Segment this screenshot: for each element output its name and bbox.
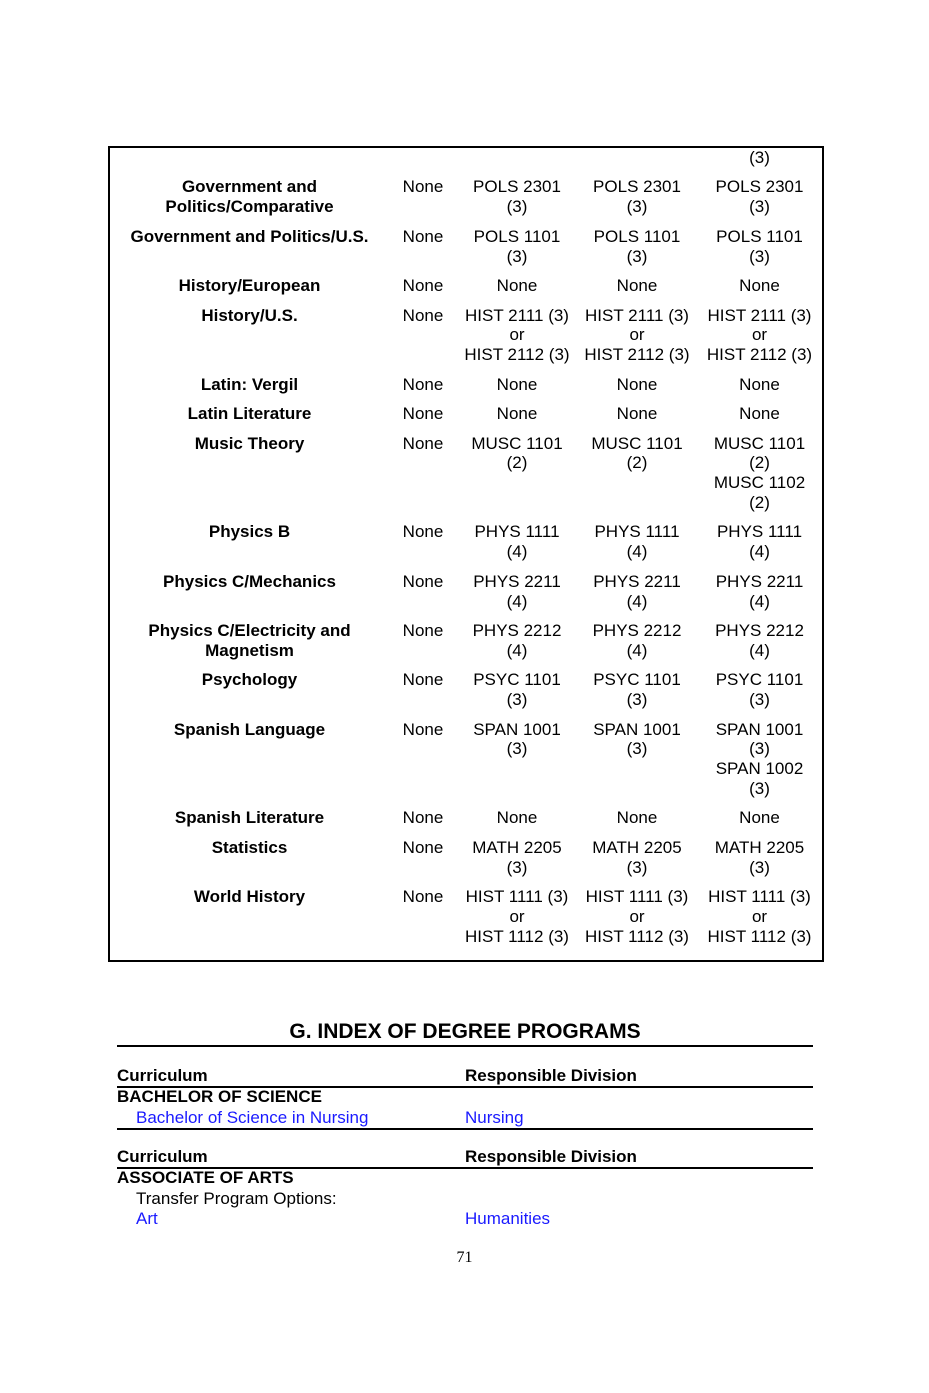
credit-col-1-cell xyxy=(389,227,457,276)
aa-transfer-options-label: Transfer Program Options: xyxy=(136,1189,337,1208)
credit-col-2-cell xyxy=(457,404,577,433)
cell-text-line: HIST 1112 (3) xyxy=(585,926,689,946)
cell-text-line: Magnetism xyxy=(205,640,294,660)
cell-text-line: SPAN 1001 xyxy=(593,719,681,739)
exam-name-cell xyxy=(110,177,389,226)
cell-text-line: (4) xyxy=(506,542,528,562)
cell-text-line: History/U.S. xyxy=(201,305,298,325)
cell-text-line: MATH 2205 xyxy=(472,837,562,857)
cell-text-line: (2) xyxy=(749,453,770,473)
cell-text-line: or xyxy=(751,325,768,345)
cell-text-line: MATH 2205 xyxy=(592,837,682,857)
credit-col-1-cell xyxy=(389,670,457,719)
cell-text-line: (2) xyxy=(506,453,528,473)
cell-text-line: MUSC 1101 xyxy=(471,433,563,453)
cell-text-line: None xyxy=(616,808,658,828)
credit-col-3-cell xyxy=(577,887,697,956)
aa-humanities-division-link[interactable]: Humanities xyxy=(465,1209,551,1228)
cell-text-line: Physics C/Mechanics xyxy=(163,571,336,591)
cell-text-line: None xyxy=(496,374,538,394)
cell-text-line: None xyxy=(402,404,444,424)
cell-text-line: Politics/Comparative xyxy=(165,197,334,217)
credit-col-3-cell xyxy=(577,572,697,621)
credit-col-2-cell xyxy=(457,838,577,887)
ap-table-body xyxy=(110,148,822,956)
cell-text-line: PHYS 1111 xyxy=(594,522,680,542)
cell-text-line: Latin: Vergil xyxy=(200,374,299,394)
credit-col-1-cell xyxy=(389,306,457,375)
credit-col-3-cell xyxy=(577,621,697,670)
credit-col-3-cell xyxy=(577,808,697,837)
cell-text-line: (4) xyxy=(626,542,648,562)
table-row xyxy=(110,838,822,887)
cell-text-line: MUSC 1102 xyxy=(713,473,806,493)
cell-text-line: (4) xyxy=(506,640,528,660)
cell-text-line: HIST 2111 (3) xyxy=(465,305,569,325)
credit-col-1-cell xyxy=(389,887,457,956)
cell-text-line: SPAN 1001 xyxy=(473,719,561,739)
cell-text-line: Physics B xyxy=(208,522,291,542)
table-row xyxy=(110,306,822,375)
credit-col-3-cell xyxy=(577,306,697,375)
credit-col-4-cell xyxy=(697,434,822,523)
cell-text-line: PHYS 2212 xyxy=(472,621,562,641)
cell-text-line: Psychology xyxy=(201,670,298,690)
cell-text-line: HIST 1111 (3) xyxy=(708,887,811,907)
credit-col-4-cell xyxy=(697,375,822,404)
credit-col-3-cell xyxy=(577,404,697,433)
cell-text-line: (3) xyxy=(506,690,528,710)
cell-text-line: or xyxy=(629,325,645,345)
exam-name-cell xyxy=(110,434,389,523)
cell-text-line: (4) xyxy=(749,640,770,660)
aa-curriculum-header: Curriculum xyxy=(117,1147,208,1166)
page-number: 71 xyxy=(456,1249,473,1266)
credit-col-3-cell xyxy=(577,838,697,887)
table-row xyxy=(110,375,822,404)
cell-text-line: None xyxy=(402,226,444,246)
table-row xyxy=(110,522,822,571)
cell-text-line: (3) xyxy=(749,778,770,798)
credit-col-1-cell xyxy=(389,838,457,887)
cell-text-line: None xyxy=(739,808,780,828)
credit-col-4-cell xyxy=(697,227,822,276)
cell-text-line: None xyxy=(402,670,444,690)
cell-text-line: (3) xyxy=(626,690,648,710)
credit-col-4-cell xyxy=(697,808,822,837)
bs-block-rule xyxy=(117,1128,813,1130)
cell-text-line: Physics C/Electricity and xyxy=(148,621,351,641)
carryover-cell: (3) xyxy=(749,148,770,167)
credit-col-4-cell xyxy=(697,522,822,571)
table-row xyxy=(110,720,822,809)
cell-text-line: SPAN 1002 xyxy=(715,759,804,779)
cell-text-line: HIST 1111 (3) xyxy=(585,887,689,907)
cell-text-line: (3) xyxy=(626,197,648,217)
credit-col-3-cell xyxy=(577,670,697,719)
cell-text-line: (4) xyxy=(749,591,770,611)
cell-text-line: HIST 2111 (3) xyxy=(585,305,689,325)
credit-col-4-cell xyxy=(697,720,822,809)
exam-name-cell xyxy=(110,808,389,837)
cell-text-line: None xyxy=(402,887,444,907)
table-row xyxy=(110,276,822,305)
cell-text-line: Statistics xyxy=(211,837,288,857)
credit-col-1-cell xyxy=(389,572,457,621)
cell-text-line: None xyxy=(402,522,444,542)
cell-text-line: PHYS 2212 xyxy=(592,621,682,641)
table-row xyxy=(110,434,822,523)
cell-text-line: HIST 1112 (3) xyxy=(707,926,812,946)
cell-text-line: None xyxy=(402,571,444,591)
cell-text-line: (3) xyxy=(749,739,770,759)
credit-col-2-cell xyxy=(457,177,577,226)
cell-text-line: Latin Literature xyxy=(187,404,312,424)
table-row xyxy=(110,227,822,276)
cell-text-line: (3) xyxy=(749,246,770,266)
cell-text-line: HIST 2112 (3) xyxy=(464,345,570,365)
cell-text-line: None xyxy=(739,276,780,296)
cell-text-line: PHYS 2212 xyxy=(715,621,804,641)
credit-col-4-cell xyxy=(697,621,822,670)
title-underline xyxy=(117,1045,813,1047)
credit-col-2-cell xyxy=(457,720,577,809)
credit-col-4-cell xyxy=(697,838,822,887)
cell-text-line: Government and Politics/U.S. xyxy=(130,226,369,246)
credit-col-1-cell xyxy=(389,808,457,837)
credit-col-1-cell xyxy=(389,404,457,433)
cell-text-line: None xyxy=(402,808,444,828)
cell-text-line: History/European xyxy=(178,276,321,296)
credit-col-2-cell xyxy=(457,887,577,956)
bs-division-header: Responsible Division xyxy=(465,1066,637,1085)
cell-text-line: None xyxy=(402,719,444,739)
table-row xyxy=(110,572,822,621)
credit-col-4-cell xyxy=(697,276,822,305)
cell-text-line: (2) xyxy=(749,492,770,512)
carryover-row xyxy=(110,148,822,177)
cell-text-line: (3) xyxy=(626,857,648,877)
cell-text-line: None xyxy=(739,374,780,394)
cell-text-line: Music Theory xyxy=(194,433,305,453)
credit-col-3-cell xyxy=(577,434,697,523)
cell-text-line: HIST 1112 (3) xyxy=(465,926,569,946)
credit-col-3-cell xyxy=(577,177,697,226)
cell-text-line: None xyxy=(402,276,444,296)
credit-col-3-cell xyxy=(577,375,697,404)
credit-col-2-cell xyxy=(457,522,577,571)
credit-col-1-cell xyxy=(389,720,457,809)
credit-col-3-cell xyxy=(577,522,697,571)
aa-art-program-link[interactable]: Art xyxy=(136,1209,158,1228)
cell-text-line: None xyxy=(402,305,444,325)
cell-text-line: None xyxy=(402,177,444,197)
credit-col-1-cell xyxy=(389,375,457,404)
cell-text-line: POLS 1101 xyxy=(593,226,681,246)
credit-col-2-cell xyxy=(457,670,577,719)
cell-text-line: (3) xyxy=(506,246,528,266)
cell-text-line: World History xyxy=(193,887,306,907)
cell-text-line: PHYS 1111 xyxy=(716,522,803,542)
credit-col-1-cell xyxy=(389,621,457,670)
cell-text-line: (4) xyxy=(626,640,648,660)
cell-text-line: POLS 1101 xyxy=(473,226,561,246)
bs-degree-heading: BACHELOR OF SCIENCE xyxy=(117,1087,322,1106)
cell-text-line: Spanish Literature xyxy=(174,808,325,828)
exam-name-cell xyxy=(110,227,389,276)
exam-name-cell xyxy=(110,276,389,305)
cell-text-line: or xyxy=(509,907,525,927)
table-row xyxy=(110,177,822,226)
cell-text-line: None xyxy=(496,808,538,828)
table-row xyxy=(110,887,822,956)
exam-name-cell xyxy=(110,375,389,404)
cell-text-line: PSYC 1101 xyxy=(593,670,681,690)
credit-col-3-cell xyxy=(577,227,697,276)
table-row xyxy=(110,670,822,719)
table-row xyxy=(110,404,822,433)
cell-text-line: MUSC 1101 xyxy=(591,433,683,453)
cell-text-line: None xyxy=(616,276,658,296)
cell-text-line: (4) xyxy=(749,542,770,562)
exam-name-cell xyxy=(110,670,389,719)
cell-text-line: (3) xyxy=(749,690,770,710)
cell-text-line: PHYS 2211 xyxy=(593,571,681,591)
credit-col-1-cell xyxy=(389,522,457,571)
table-row xyxy=(110,808,822,837)
exam-name-cell xyxy=(110,404,389,433)
cell-text-line: PHYS 1111 xyxy=(474,522,560,542)
credit-col-3-cell xyxy=(577,276,697,305)
bs-nursing-division-link[interactable]: Nursing xyxy=(465,1108,524,1127)
cell-text-line: POLS 2301 xyxy=(715,177,804,197)
ap-credit-table xyxy=(110,148,822,956)
cell-text-line: None xyxy=(402,374,444,394)
cell-text-line: MUSC 1101 xyxy=(713,433,806,453)
cell-text-line: None xyxy=(616,374,658,394)
cell-text-line: or xyxy=(751,907,768,927)
exam-name-cell xyxy=(110,572,389,621)
cell-text-line: SPAN 1001 xyxy=(715,719,804,739)
cell-text-line: None xyxy=(402,433,444,453)
cell-text-line: PSYC 1101 xyxy=(473,670,561,690)
credit-col-1-cell xyxy=(389,434,457,523)
aa-degree-heading: ASSOCIATE OF ARTS xyxy=(117,1168,294,1187)
cell-text-line: Spanish Language xyxy=(173,719,326,739)
cell-text-line: (4) xyxy=(506,591,528,611)
ap-credit-table-box xyxy=(108,146,824,962)
cell-text-line: (3) xyxy=(626,739,648,759)
cell-text-line: PHYS 2211 xyxy=(715,571,804,591)
cell-text-line: (3) xyxy=(506,739,528,759)
cell-text-line: MATH 2205 xyxy=(714,837,805,857)
credit-col-1-cell xyxy=(389,177,457,226)
exam-name-cell xyxy=(110,621,389,670)
credit-col-2-cell xyxy=(457,227,577,276)
credit-col-4-cell xyxy=(697,572,822,621)
credit-col-4-cell xyxy=(697,887,822,956)
cell-text-line: Government and xyxy=(181,177,318,197)
cell-text-line: None xyxy=(496,404,538,424)
credit-col-4-cell xyxy=(697,177,822,226)
cell-text-line: POLS 2301 xyxy=(593,177,681,197)
credit-col-2-cell xyxy=(457,808,577,837)
exam-name-cell xyxy=(110,720,389,809)
credit-col-4-cell xyxy=(697,306,822,375)
cell-text-line: PHYS 2211 xyxy=(473,571,561,591)
cell-text-line: None xyxy=(739,404,780,424)
exam-name-cell xyxy=(110,306,389,375)
credit-col-4-cell xyxy=(697,404,822,433)
credit-col-2-cell xyxy=(457,434,577,523)
cell-text-line: (2) xyxy=(626,453,648,473)
cell-text-line: None xyxy=(402,621,444,641)
cell-text-line: PSYC 1101 xyxy=(715,670,804,690)
index-title: G. INDEX OF DEGREE PROGRAMS xyxy=(289,1020,641,1043)
cell-text-line: POLS 2301 xyxy=(473,177,561,197)
credit-col-3-cell xyxy=(577,720,697,809)
credit-col-1-cell xyxy=(389,276,457,305)
cell-text-line: (3) xyxy=(749,857,770,877)
cell-text-line: None xyxy=(402,837,444,857)
cell-text-line: HIST 1111 (3) xyxy=(465,887,569,907)
cell-text-line: (3) xyxy=(626,246,648,266)
exam-name-cell xyxy=(110,887,389,956)
credit-col-2-cell xyxy=(457,572,577,621)
cell-text-line: HIST 2112 (3) xyxy=(584,345,690,365)
cell-text-line: None xyxy=(496,276,538,296)
cell-text-line: or xyxy=(629,907,645,927)
exam-name-cell xyxy=(110,522,389,571)
table-row xyxy=(110,621,822,670)
bs-curriculum-header: Curriculum xyxy=(117,1066,208,1085)
credit-col-2-cell xyxy=(457,621,577,670)
credit-col-2-cell xyxy=(457,276,577,305)
bs-nursing-program-link[interactable]: Bachelor of Science in Nursing xyxy=(136,1108,369,1127)
credit-col-2-cell xyxy=(457,306,577,375)
cell-text-line: POLS 1101 xyxy=(716,226,803,246)
cell-text-line: (3) xyxy=(506,857,528,877)
cell-text-line: (3) xyxy=(749,197,770,217)
credit-col-2-cell xyxy=(457,375,577,404)
cell-text-line: HIST 2112 (3) xyxy=(706,345,813,365)
exam-name-cell xyxy=(110,838,389,887)
credit-col-4-cell xyxy=(697,670,822,719)
cell-text-line: (4) xyxy=(626,591,648,611)
cell-text-line: HIST 2111 (3) xyxy=(707,305,812,325)
cell-text-line: or xyxy=(509,325,525,345)
aa-division-header: Responsible Division xyxy=(465,1147,637,1166)
cell-text-line: None xyxy=(616,404,658,424)
cell-text-line: (3) xyxy=(506,197,528,217)
